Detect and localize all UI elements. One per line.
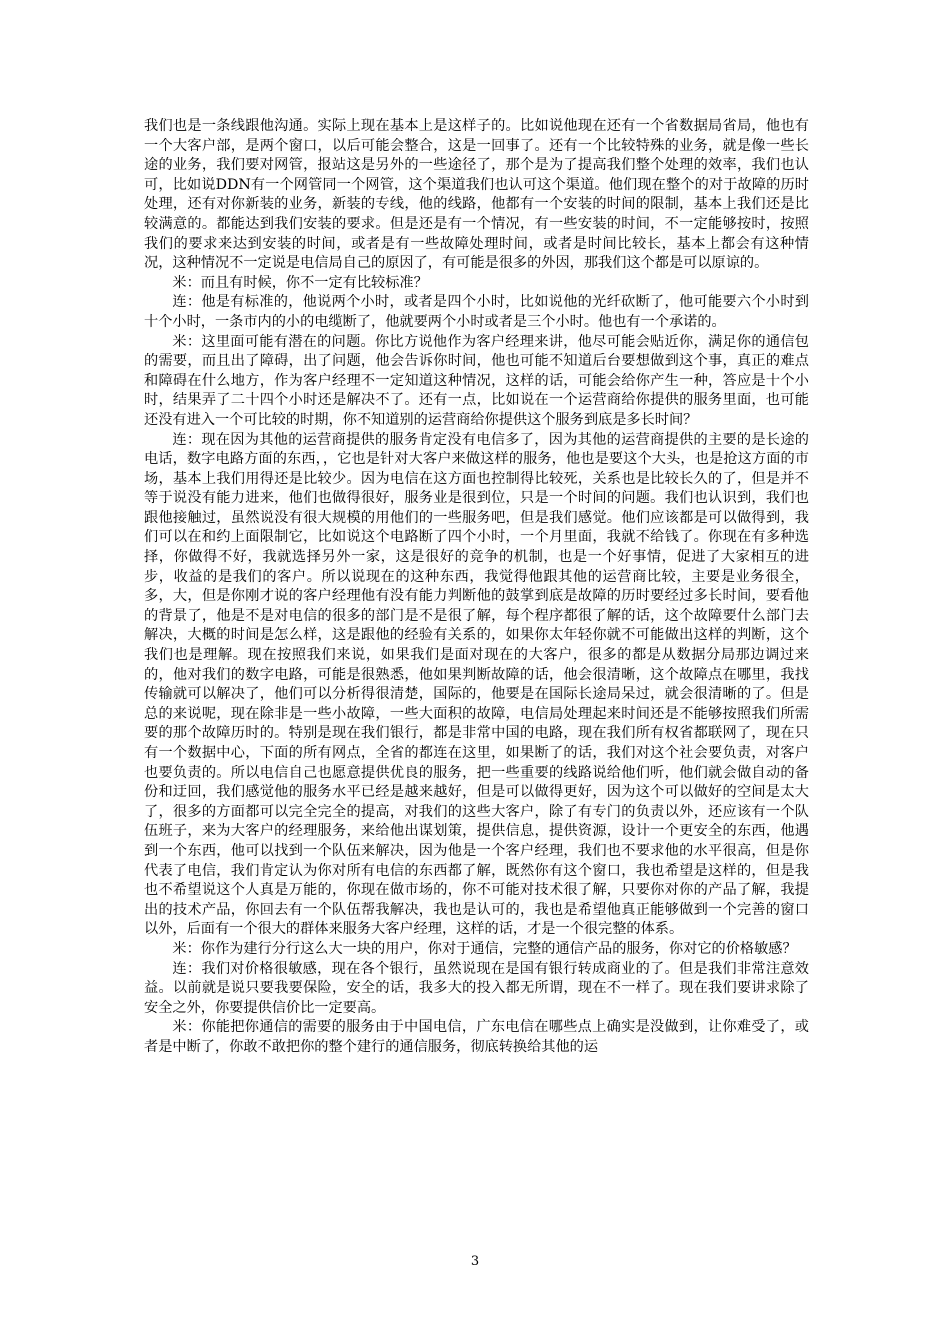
paragraph: 米：你能把你通信的需要的服务由于中国电信，广东电信在哪些点上确实是没做到，让你难受了，或者是中断了，你敢不敢把你的整个建行的通信服务，彻底转换给其他的运 (144, 1019, 809, 1055)
paragraph: 连：他是有标准的，他说两个小时，或者是四个小时，比如说他的光纤砍断了，他可能要六个小时到十个小时，一条市内的小的电缆断了，他就要两个小时或者是三个小时。他也有一个承诺的。 (144, 294, 809, 330)
paragraph: 我们也是一条线跟他沟通。实际上现在基本上是这样子的。比如说他现在还有一个省数据局省局，他也有一个大客户部，是两个窗口，以后可能会整合，这是一回事了。还有一个比较特殊的业务，就是像一些长途的业务，我们要对网管，报站这是另外的一些途径了，那个是为了提高我们整个处理的效率，我们也认可，比如说DDN有一个网管同一个网管，这个渠道我们也认可这个渠道。他们现在整个的对于故障的历时处理，还有对你新装的业务，新装的专线，他的线路，他都有一个安装的时间的限制，基本上我们还是比较满意的。都能达到我们安装的要求。但是还是有一个情况，有一些安装的时间，不一定能够按时，按照我们的要求来达到安装的时间，或者是有一些故障处理时间，或者是时间比较长，基本上都会有这种情况，这种情况不一定说是电信局自己的原因了，有可能是很多的外因，那我们这个都是可以原谅的。 (144, 118, 809, 272)
page-number: 3 (470, 1254, 480, 1269)
paragraph: 米：而且有时候，你不一定有比较标准？ (172, 274, 428, 291)
paragraph: 连：我们对价格很敏感，现在各个银行，虽然说现在是国有银行转成商业的了。但是我们非常注意效益。以前就是说只要我要保险，安全的话，我多大的投入都无所谓，现在不一样了。现在我们要讲求除了安全之外，你要提供信价比一定要高。 (144, 960, 809, 1016)
body-text (144, 117, 809, 1058)
paragraph: 米：你作为建行分行这么大一块的用户，你对于通信，完整的通信产品的服务，你对它的价格敏感？ (172, 940, 797, 957)
paragraph: 米：这里面可能有潜在的问题。你比方说他作为客户经理来讲，他尽可能会贴近你，满足你的通信包的需要，而且出了障碍，出了问题，他会告诉你时间，他也可能不知道后台要想做到这个事，真正的难点和障碍在什么地方，作为客户经理不一定知道这种情况，这样的话，可能会给你产生一种，答应是十个小时，结果弄了二十四个小时还是解决不了。还有一点，比如说在一个运营商给你提供的服务里面，也可能还没有进入一个可比较的时期，你不知道别的运营商给你提供这个服务到底是多长时间？ (144, 333, 809, 428)
paragraph: 连：现在因为其他的运营商提供的服务肯定没有电信多了，因为其他的运营商提供的主要的是长途的电话，数字电路方面的东西，，它也是针对大客户来做这样的服务，他也是要这个大头，也是抢这方面的市场，基本上我们用得还是比较少。因为电信在这方面也控制得比较死，关系也是比较长久的了，但是并不等于说没有能力进来，他们也做得很好，服务业是很到位，只是一个时间的问题。我们也认识到，我们也跟他接触过，虽然说没有很大规模的用他们的一些服务吧，但是我们感觉。他们应该都是可以做得到，我们可以在和约上面限制它，比如说这个电路断了四个小时，一个月里面，我就不给钱了。你现在有多种选择，你做得不好，我就选择另外一家，这是很好的竞争的机制，也是一个好事情，促进了大家相互的进步，收益的是我们的客户。所以说现在的这种东西，我觉得他跟其他的运营商比较，主要是业务很全，多，大，但是你刚才说的客户经理他有没有能力判断他的鼓掌到底是故障的历时要经过多长时间，要看他的背景了，他是不是对电信的很多的部门是不是很了解，每个程序都很了解的话，这个故障要什么部门去解决，大概的时间是怎么样，这是跟他的经验有关系的，如果你太年轻你就不可能做出这样的判断，这个我们也是理解。现在按照我们来说，如果我们是面对现在的大客户，很多的都是从数据分局那边调过来的，他对我们的数字电路，可能是很熟悉，他如果判断故障的话，他会很清晰，这个故障点在哪里，我找传输就可以解决了，他们可以分析得很清楚，国际的，他要是在国际长途局呆过，就会很清晰的了。但是总的来说呢，现在除非是一些小故障，一些大面积的故障，电信局处理起来时间还是不能够按照我们所需要的那个故障历时的。特别是现在我们银行，都是非常中国的电路，现在我们所有权省都联网了，现在只有一个数据中心，下面的所有网点，全省的都连在这里，如果断了的话，我们对这个社会要负责，对客户也要负责的。所以电信自己也愿意提供优良的服务，把一些重要的线路说给他们听，他们就会做自动的备份和迂回，我们感觉他的服务水平已经是越来越好，但是可以做得更好，因为这个可以做好的空间是太大了，很多的方面都可以完全完全的提高，对我们的这些大客户，除了有专门的负责以外，还应该有一个队伍班子，来为大客户的经理服务，来给他出谋划策，提供信息，提供资源，设计一个更安全的东西，他遇到一个东西，他可以找到一个队伍来解决，因为他是一个客户经理，我们也不要求他的水平很高，但是你代表了电信，我们肯定认为你对所有电信的东西都了解，既然你有这个窗口，我也希望是这样的，但是我也不希望说这个人真是万能的，你现在做市场的，你不可能对技术很了解，只要你对你的产品了解，我提出的技术产品，你回去有一个队伍帮我解决，我也是认可的，我也是希望他真正能够做到一个完善的窗口以外，后面有一个很大的群体来服务大客户经理，这样的话，才是一个很完整的体系。 (144, 431, 809, 938)
